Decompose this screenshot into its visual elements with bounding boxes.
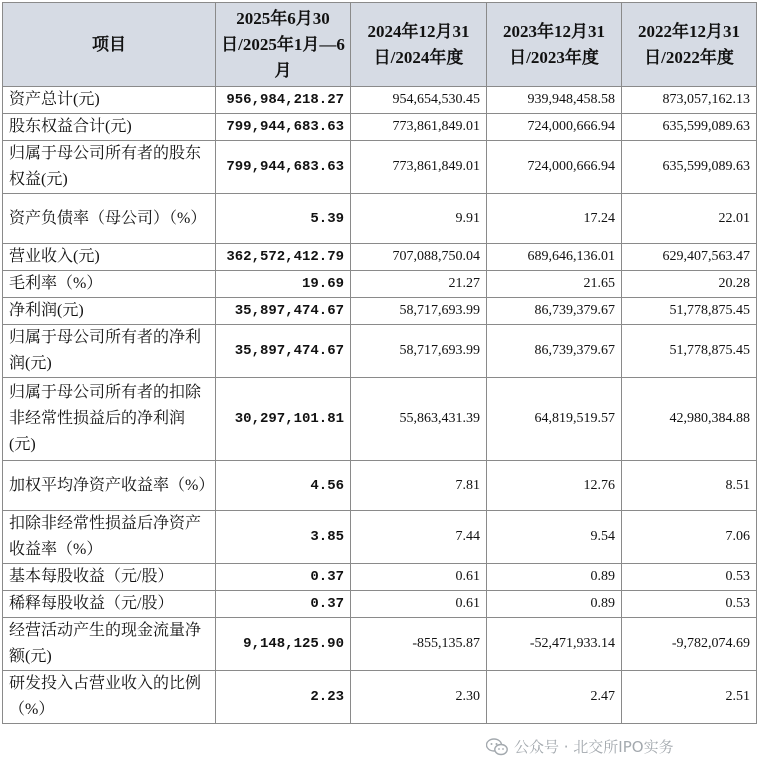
row-value: 42,980,384.88: [622, 378, 757, 461]
row-value: 17.24: [487, 194, 622, 244]
row-value: 9,148,125.90: [216, 618, 351, 671]
row-value: 9.54: [487, 511, 622, 564]
row-value: 35,897,474.67: [216, 298, 351, 325]
row-label: 基本每股收益（元/股）: [3, 564, 216, 591]
row-value: 22.01: [622, 194, 757, 244]
row-value: 362,572,412.79: [216, 244, 351, 271]
row-value: 2.30: [351, 671, 487, 724]
row-label: 股东权益合计(元): [3, 114, 216, 141]
row-value: 724,000,666.94: [487, 141, 622, 194]
row-label: 净利润(元): [3, 298, 216, 325]
row-label: 经营活动产生的现金流量净额(元): [3, 618, 216, 671]
row-value: 51,778,875.45: [622, 298, 757, 325]
row-value: 12.76: [487, 461, 622, 511]
header-period-2023: 2023年12月31日/2023年度: [487, 3, 622, 87]
row-value: 799,944,683.63: [216, 114, 351, 141]
row-value: 724,000,666.94: [487, 114, 622, 141]
row-value: 4.56: [216, 461, 351, 511]
row-value: -52,471,933.14: [487, 618, 622, 671]
row-label: 归属于母公司所有者的净利润(元): [3, 325, 216, 378]
row-value: 0.61: [351, 564, 487, 591]
row-label: 加权平均净资产收益率（%）: [3, 461, 216, 511]
watermark-text: 公众号 · 北交所IPO实务: [514, 738, 674, 756]
row-value: 7.81: [351, 461, 487, 511]
table-row: [3, 114, 757, 141]
row-value: 635,599,089.63: [622, 141, 757, 194]
row-value: 86,739,379.67: [487, 325, 622, 378]
row-value: 0.53: [622, 591, 757, 618]
financial-data-table: [2, 2, 757, 724]
row-value: 635,599,089.63: [622, 114, 757, 141]
row-label: 扣除非经常性损益后净资产收益率（%）: [3, 511, 216, 564]
row-value: 0.61: [351, 591, 487, 618]
row-value: 873,057,162.13: [622, 87, 757, 114]
table-row: [3, 564, 757, 591]
row-value: 0.37: [216, 591, 351, 618]
header-period-2022: 2022年12月31日/2022年度: [622, 3, 757, 87]
row-value: 707,088,750.04: [351, 244, 487, 271]
row-value: 956,984,218.27: [216, 87, 351, 114]
row-label: 归属于母公司所有者的股东权益(元): [3, 141, 216, 194]
row-value: 0.89: [487, 564, 622, 591]
row-label: 资产负债率（母公司）（%）: [3, 194, 216, 244]
row-label: 资产总计(元): [3, 87, 216, 114]
table-row: [3, 591, 757, 618]
table-row: [3, 194, 757, 244]
table-row: [3, 298, 757, 325]
header-item: 项目: [3, 3, 216, 87]
row-value: 21.65: [487, 271, 622, 298]
table-row: [3, 87, 757, 114]
row-value: 0.53: [622, 564, 757, 591]
row-value: 9.91: [351, 194, 487, 244]
row-value: 629,407,563.47: [622, 244, 757, 271]
row-value: 2.47: [487, 671, 622, 724]
table-row: [3, 141, 757, 194]
wechat-icon: [486, 738, 508, 756]
table-row: [3, 511, 757, 564]
row-value: 0.37: [216, 564, 351, 591]
row-value: 773,861,849.01: [351, 114, 487, 141]
row-value: 7.06: [622, 511, 757, 564]
table-row: [3, 378, 757, 461]
row-label: 营业收入(元): [3, 244, 216, 271]
row-value: 2.51: [622, 671, 757, 724]
row-value: 954,654,530.45: [351, 87, 487, 114]
row-value: 0.89: [487, 591, 622, 618]
row-value: 58,717,693.99: [351, 325, 487, 378]
row-value: 799,944,683.63: [216, 141, 351, 194]
row-value: 21.27: [351, 271, 487, 298]
row-value: 5.39: [216, 194, 351, 244]
watermark: [486, 736, 674, 757]
row-value: -855,135.87: [351, 618, 487, 671]
row-label: 毛利率（%）: [3, 271, 216, 298]
header-period-2025h1: 2025年6月30日/2025年1月—6月: [216, 3, 351, 87]
row-value: 55,863,431.39: [351, 378, 487, 461]
table-row: [3, 271, 757, 298]
row-value: 19.69: [216, 271, 351, 298]
row-value: 773,861,849.01: [351, 141, 487, 194]
row-value: -9,782,074.69: [622, 618, 757, 671]
row-label: 归属于母公司所有者的扣除非经常性损益后的净利润(元): [3, 378, 216, 461]
table-row: [3, 618, 757, 671]
table-row: [3, 244, 757, 271]
row-value: 86,739,379.67: [487, 298, 622, 325]
row-value: 58,717,693.99: [351, 298, 487, 325]
row-label: 稀释每股收益（元/股）: [3, 591, 216, 618]
row-value: 51,778,875.45: [622, 325, 757, 378]
row-value: 3.85: [216, 511, 351, 564]
row-value: 20.28: [622, 271, 757, 298]
row-value: 64,819,519.57: [487, 378, 622, 461]
row-label: 研发投入占营业收入的比例（%）: [3, 671, 216, 724]
table-header-row: [3, 3, 757, 87]
table-row: [3, 461, 757, 511]
row-value: 939,948,458.58: [487, 87, 622, 114]
row-value: 8.51: [622, 461, 757, 511]
row-value: 30,297,101.81: [216, 378, 351, 461]
row-value: 35,897,474.67: [216, 325, 351, 378]
table-row: [3, 671, 757, 724]
table-row: [3, 325, 757, 378]
row-value: 689,646,136.01: [487, 244, 622, 271]
header-period-2024: 2024年12月31日/2024年度: [351, 3, 487, 87]
row-value: 7.44: [351, 511, 487, 564]
row-value: 2.23: [216, 671, 351, 724]
